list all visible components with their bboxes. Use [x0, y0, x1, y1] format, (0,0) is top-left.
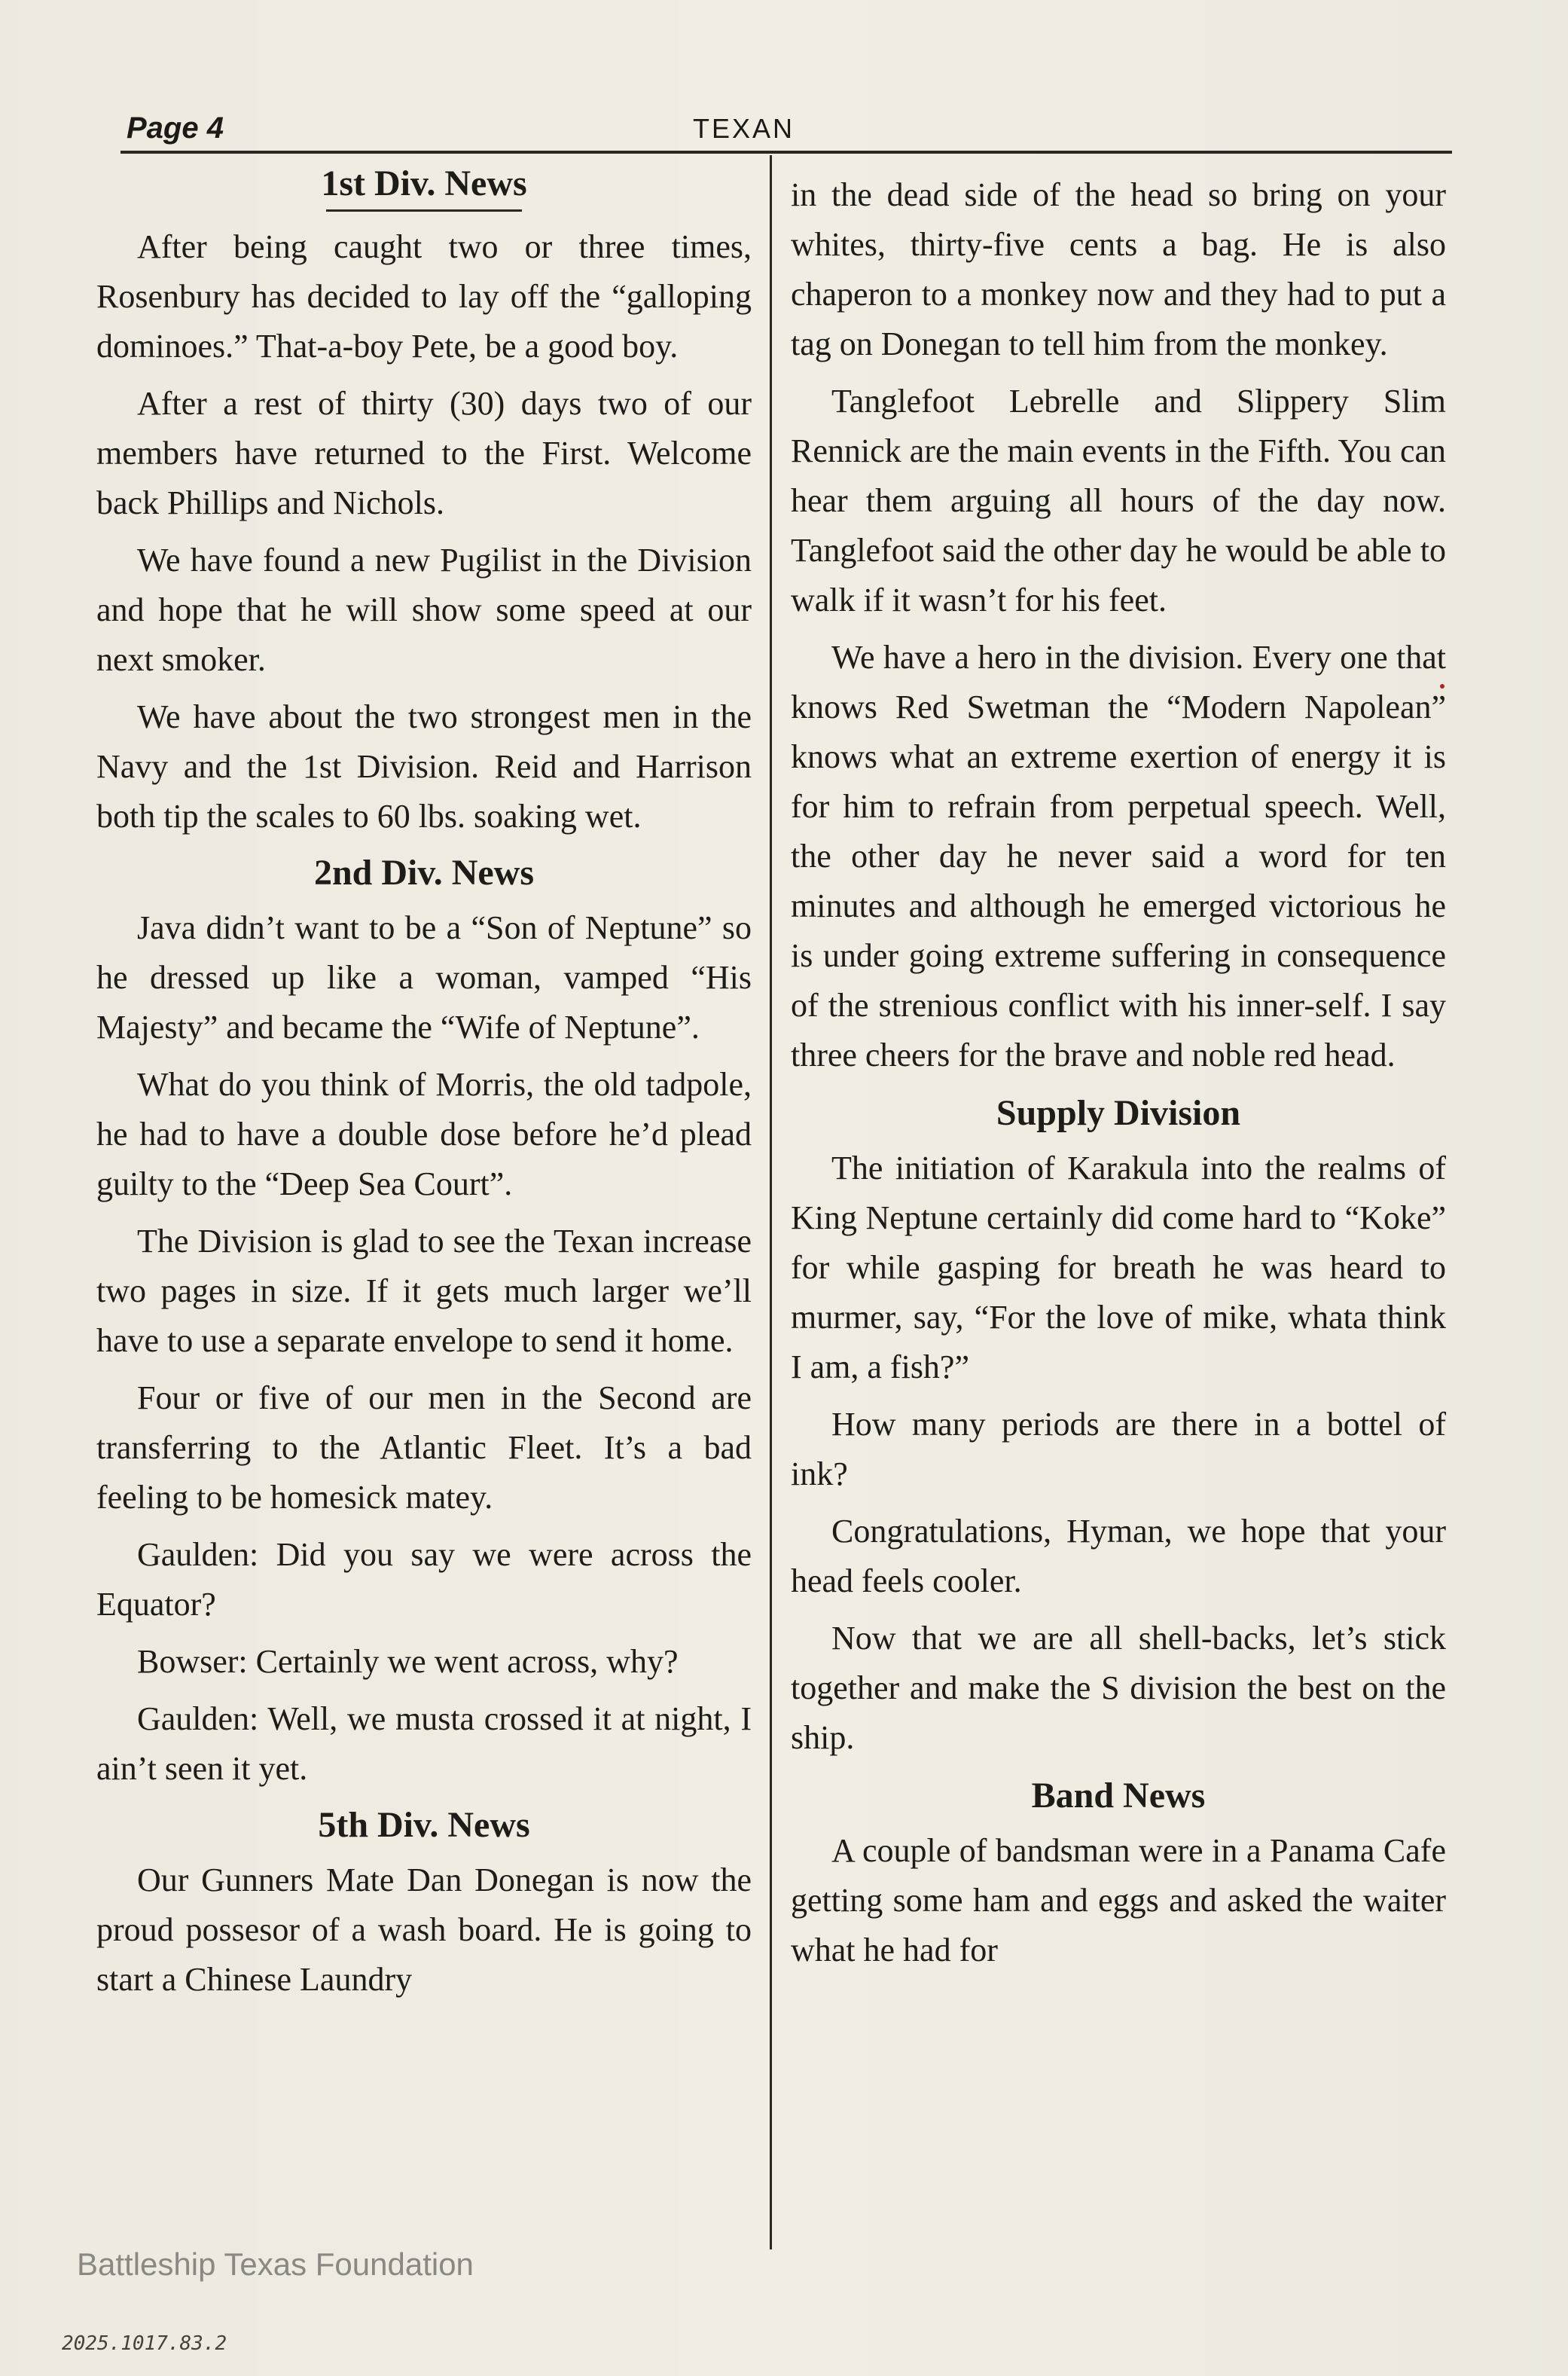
heading-5th-div: 5th Div. News: [318, 1805, 530, 1845]
heading-underline: [326, 209, 522, 212]
dialogue-line: Gaulden: Well, we musta crossed it at night, I ain’t seen it yet.: [96, 1700, 752, 1787]
left-column: [96, 161, 752, 2012]
heading-1st-div: 1st Div. News: [321, 163, 527, 203]
ink-speck: [1440, 684, 1444, 689]
paragraph: The Division is glad to see the Texan increase two pages in size. If it gets much larger we’ll have to use a separate envelope to send it home.: [96, 1223, 752, 1359]
masthead-title: TEXAN: [693, 113, 795, 144]
paragraph: After being caught two or three times, Rosenbury has decided to lay off the “galloping dominoes.” That-a-boy Pete, be a good boy.: [96, 228, 752, 365]
paragraph: We have a hero in the division. Every one that knows Red Swetman the “Modern Napolean” knows what an extreme exertion of energy it is for him to refrain from perpetual speech. Well, the other day he never said a word for ten minutes and although he emerged victorious he is under going extreme suffering in consequence of the strenious conflict with his inner-self. I say three cheers for the brave and noble red head.: [791, 639, 1446, 1073]
heading-2nd-div: 2nd Div. News: [313, 853, 535, 893]
paragraph: The initiation of Karakula into the realms of King Neptune certainly did come hard to “Koke” for while gasping for breath he was heard to murmer, say, “For the love of mike, whata think I am, a fish?”: [791, 1150, 1446, 1385]
paragraph: Our Gunners Mate Dan Donegan is now the proud possesor of a wash board. He is going to start a Chinese Laundry: [96, 1861, 752, 1998]
paragraph: Congratulations, Hyman, we hope that your head feels cooler.: [791, 1513, 1446, 1599]
paragraph: Tanglefoot Lebrelle and Slippery Slim Rennick are the main events in the Fifth. You can hear them arguing all hours of the day now. Tanglefoot said the other day he would be able to walk if it wasn’t for his feet.: [791, 383, 1446, 618]
page-header: [120, 110, 1454, 151]
dialogue-line: Gaulden: Did you say we were across the Equator?: [96, 1536, 752, 1623]
paragraph: We have found a new Pugilist in the Division and hope that he will show some speed at our next smoker.: [96, 542, 752, 678]
column-divider: [770, 155, 772, 2249]
paragraph-continued: in the dead side of the head so bring on your whites, thirty-five cents a bag. He is also chaperon to a monkey now and they had to put a tag on Donegan to tell him from the monkey.: [791, 176, 1446, 362]
catalog-number: 2025.1017.83.2: [62, 2332, 227, 2355]
paragraph: A couple of bandsman were in a Panama Cafe getting some ham and eggs and asked the waiter what he had for: [791, 1832, 1446, 1968]
heading-supply-division: Supply Division: [996, 1093, 1241, 1133]
paragraph: What do you think of Morris, the old tadpole, he had to have a double dose before he’d plead guilty to the “Deep Sea Court”.: [96, 1066, 752, 1202]
page-number: Page 4: [127, 111, 224, 145]
paragraph: After a rest of thirty (30) days two of our members have returned to the First. Welcome back Phillips and Nichols.: [96, 385, 752, 521]
paragraph: How many periods are there in a bottel of ink?: [791, 1406, 1446, 1492]
paragraph: Java didn’t want to be a “Son of Neptune” so he dressed up like a woman, vamped “His Majesty” and became the “Wife of Neptune”.: [96, 909, 752, 1046]
watermark-text: Battleship Texas Foundation: [77, 2246, 474, 2282]
header-rule: [120, 151, 1452, 154]
paragraph: We have about the two strongest men in the Navy and the 1st Division. Reid and Harrison both tip the scales to 60 lbs. soaking wet.: [96, 698, 752, 835]
paragraph: Four or five of our men in the Second are transferring to the Atlantic Fleet. It’s a bad feeling to be homesick matey.: [96, 1379, 752, 1516]
heading-band-news: Band News: [1031, 1776, 1206, 1816]
right-column: [791, 170, 1446, 1983]
dialogue-line: Bowser: Certainly we went across, why?: [137, 1643, 679, 1680]
paragraph: Now that we are all shell-backs, let’s stick together and make the S division the best on the ship.: [791, 1620, 1446, 1756]
